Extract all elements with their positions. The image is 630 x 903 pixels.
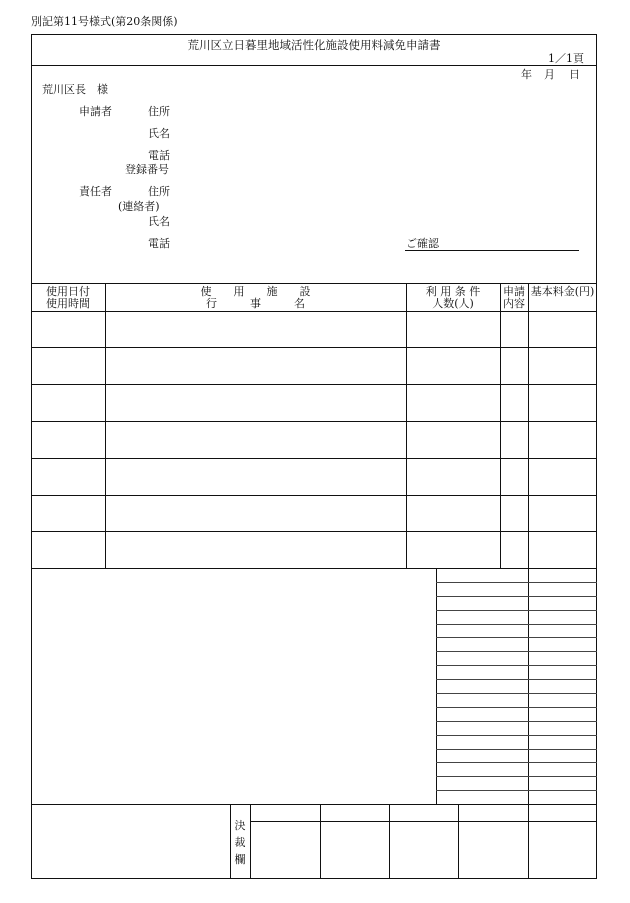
approval-char-2: 裁 — [234, 836, 246, 849]
applicant-name-label: 氏名 — [148, 127, 170, 140]
col-request-header-1: 申請 — [503, 285, 525, 298]
col-fee-header: 基本料金(円) — [530, 285, 595, 298]
addressee: 荒川区長 様 — [42, 83, 108, 96]
col-date-header-2: 使用時間 — [46, 297, 90, 310]
header-row-bottom — [31, 311, 597, 312]
date-year: 年 — [521, 68, 532, 81]
approval-divider-3 — [389, 804, 390, 879]
ruled-line — [436, 721, 597, 722]
col-facility-header: 使 用 施 設 — [200, 285, 311, 298]
responsible-name-label: 氏名 — [148, 215, 170, 228]
ruled-line — [436, 624, 597, 625]
applicant-phone-label: 電話 — [148, 149, 170, 162]
row-line-5 — [31, 495, 597, 496]
ruled-area-left-border — [436, 568, 437, 804]
applicant-address-label: 住所 — [148, 105, 170, 118]
date-month: 月 — [544, 68, 555, 81]
row-line-1 — [31, 347, 597, 348]
confirm-underline — [405, 250, 579, 251]
confirm-label: ご確認 — [406, 237, 439, 250]
page-number: 1／1頁 — [548, 52, 584, 65]
date-day: 日 — [569, 68, 580, 81]
ruled-line — [436, 596, 597, 597]
col-people-header: 人数(人) — [432, 297, 474, 310]
col-request-header-2: 内容 — [503, 297, 525, 310]
ruled-area-mid-border — [528, 568, 529, 804]
responsible-contact-label: (連絡者) — [118, 200, 160, 213]
ruled-line — [436, 707, 597, 708]
responsible-label: 責任者 — [79, 185, 112, 198]
approval-divider-5 — [528, 804, 529, 879]
approval-header-line — [250, 821, 597, 822]
applicant-label: 申請者 — [79, 105, 112, 118]
ruled-line — [436, 693, 597, 694]
ruled-line — [436, 679, 597, 680]
approval-divider-2 — [320, 804, 321, 879]
col-divider-4 — [528, 283, 529, 568]
applicant-reg-number-label: 登録番号 — [125, 163, 169, 176]
responsible-phone-label: 電話 — [148, 237, 170, 250]
ruled-line — [436, 776, 597, 777]
row-line-2 — [31, 384, 597, 385]
responsible-address-label: 住所 — [148, 185, 170, 198]
ruled-line — [436, 582, 597, 583]
ruled-line — [436, 749, 597, 750]
col-event-header: 行 事 名 — [206, 297, 305, 310]
ruled-line — [436, 735, 597, 736]
ruled-line — [436, 637, 597, 638]
ruled-line — [436, 762, 597, 763]
row-line-6 — [31, 531, 597, 532]
col-divider-2 — [406, 283, 407, 568]
approval-char-3: 欄 — [234, 853, 246, 866]
ruled-line — [436, 790, 597, 791]
col-condition-header: 利 用 条 件 — [425, 285, 481, 298]
row-line-4 — [31, 458, 597, 459]
ruled-line — [436, 665, 597, 666]
approval-divider-4 — [458, 804, 459, 879]
row-line-3 — [31, 421, 597, 422]
form-frame — [31, 34, 597, 879]
form-label: 別記第11号様式(第20条関係) — [31, 15, 178, 28]
col-divider-1 — [105, 283, 106, 568]
col-date-header-1: 使用日付 — [46, 285, 90, 298]
col-divider-3 — [500, 283, 501, 568]
row-line-7 — [31, 568, 597, 569]
ruled-line — [436, 610, 597, 611]
ruled-line — [436, 651, 597, 652]
table-top-border — [31, 283, 597, 284]
approval-char-1: 決 — [234, 819, 246, 832]
header-divider — [31, 65, 597, 66]
approval-top-border — [31, 804, 597, 805]
approval-divider-label — [250, 804, 251, 879]
form-title: 荒川区立日暮里地域活性化施設使用料減免申請書 — [187, 38, 441, 52]
